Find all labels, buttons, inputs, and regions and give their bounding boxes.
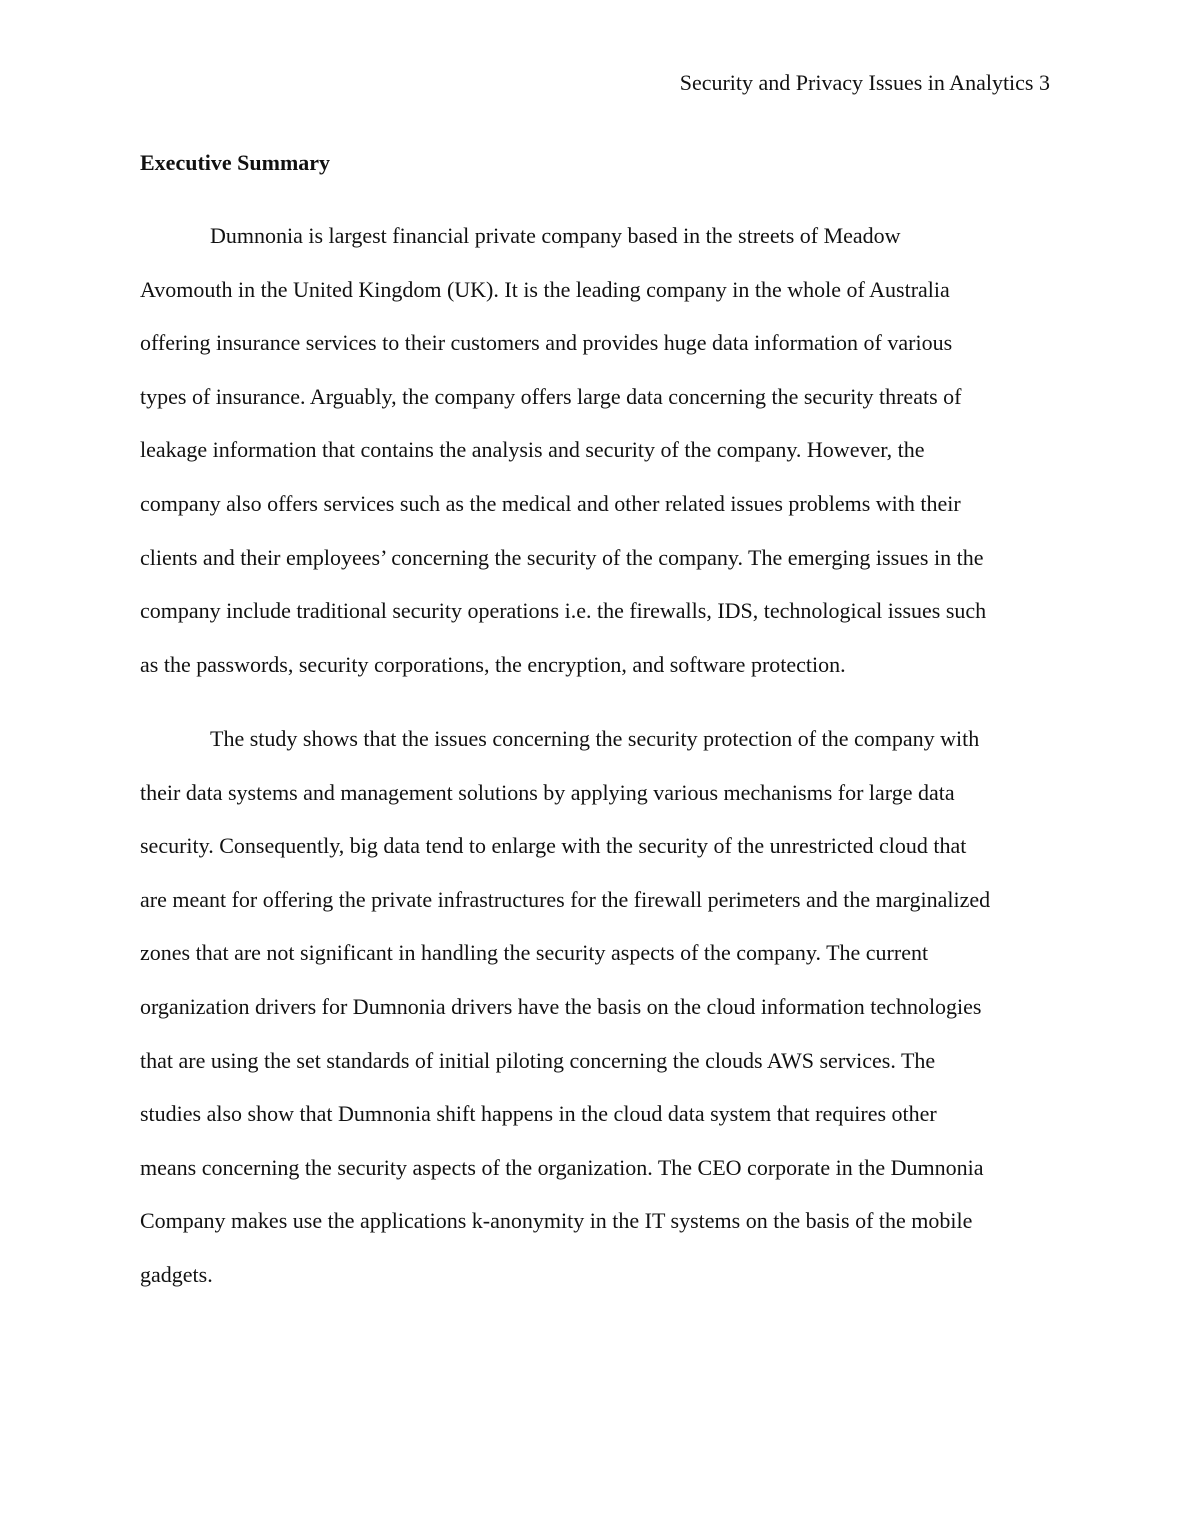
paragraph-line: zones that are not significant in handling the security aspects of the company. The current [140, 940, 929, 966]
running-head: Security and Privacy Issues in Analytics 3 [679, 70, 1050, 95]
paragraph-line: leakage information that contains the analysis and security of the company. However, the [140, 437, 925, 463]
paragraph-line: their data systems and management solutions by applying various mechanisms for large data [140, 779, 955, 805]
paragraph-line: are meant for offering the private infrastructures for the firewall perimeters and the marginalized [140, 886, 991, 912]
paragraph-line: clients and their employees’ concerning the security of the company. The emerging issues in the [140, 544, 984, 570]
paragraph-line: Dumnonia is largest financial private company based in the streets of Meadow [210, 223, 901, 248]
paragraph-line: Avomouth in the United Kingdom (UK). It is the leading company in the whole of Australia [140, 276, 950, 302]
paragraph-line: company include traditional security operations i.e. the firewalls, IDS, technological issues such [140, 598, 987, 624]
paragraph-2 [140, 712, 1050, 1302]
paragraph-line: types of insurance. Arguably, the company offers large data concerning the security threats of [140, 383, 962, 409]
paragraph-line: as the passwords, security corporations, the encryption, and software protection. [140, 651, 846, 677]
section-heading: Executive Summary [140, 150, 331, 175]
paragraph-line: company also offers services such as the medical and other related issues problems with their [140, 490, 961, 516]
paragraph-line: that are using the set standards of initial piloting concerning the clouds AWS services. The [140, 1047, 936, 1073]
paragraph-line: Company makes use the applications k-anonymity in the IT systems on the basis of the mobile [140, 1208, 973, 1234]
paragraph-line: The study shows that the issues concerning the security protection of the company with [210, 726, 980, 751]
paragraph-line: studies also show that Dumnonia shift happens in the cloud data system that requires other [140, 1101, 937, 1127]
paragraph-1 [140, 209, 1050, 691]
paragraph-line: means concerning the security aspects of the organization. The CEO corporate in the Dumnonia [140, 1154, 984, 1180]
paragraph-line: security. Consequently, big data tend to enlarge with the security of the unrestricted cloud that [140, 833, 967, 859]
paragraph-line: gadgets. [140, 1261, 213, 1287]
paragraph-line: offering insurance services to their customers and provides huge data information of various [140, 330, 953, 356]
paragraph-line: organization drivers for Dumnonia drivers have the basis on the cloud information technologies [140, 993, 982, 1019]
